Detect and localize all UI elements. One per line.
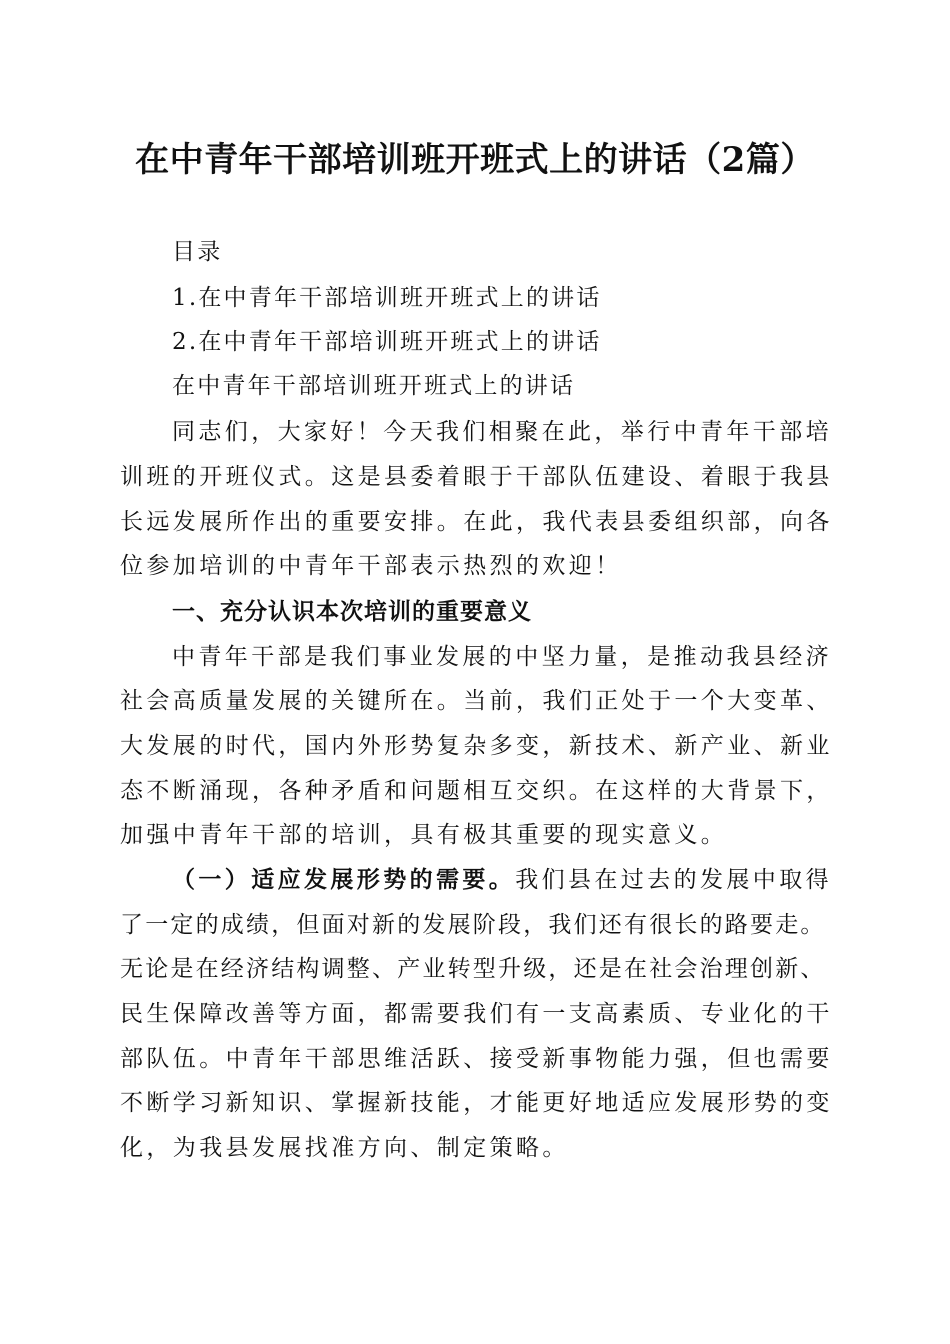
section-paragraph-line: 中青年干部是我们事业发展的中坚力量，是推动我县经济	[172, 644, 832, 670]
toc-item-1: 1.在中青年干部培训班开班式上的讲话	[172, 285, 602, 311]
opening-line: 训班的开班仪式。这是县委着眼于干部队伍建设、着眼于我县	[120, 464, 833, 490]
section-paragraph-line: 大发展的时代，国内外形势复杂多变，新技术、新产业、新业	[120, 733, 833, 759]
toc-label: 目录	[172, 239, 223, 265]
section-paragraph-line: 加强中青年干部的培训，具有极其重要的现实意义。	[120, 822, 728, 848]
opening-line: 长远发展所作出的重要安排。在此，我代表县委组织部，向各	[120, 509, 833, 535]
opening-line: 位参加培训的中青年干部表示热烈的欢迎！	[120, 553, 622, 579]
subsection-first-line	[172, 864, 832, 896]
toc-item-2: 2.在中青年干部培训班开班式上的讲话	[172, 329, 602, 355]
document-title: 在中青年干部培训班开班式上的讲话（2篇）	[135, 140, 815, 180]
subsection-lead: （一）适应发展形势的需要。	[172, 866, 516, 893]
subsection-paragraph-line: 部队伍。中青年干部思维活跃、接受新事物能力强，但也需要	[120, 1046, 833, 1072]
section-heading: 一、充分认识本次培训的重要意义	[172, 599, 532, 625]
speech-title: 在中青年干部培训班开班式上的讲话	[172, 373, 576, 399]
subsection-paragraph-line: 了一定的成绩，但面对新的发展阶段，我们还有很长的路要走。	[120, 912, 826, 938]
subsection-paragraph-line: 民生保障改善等方面，都需要我们有一支高素质、专业化的干	[120, 1001, 833, 1027]
opening-line: 同志们，大家好！今天我们相聚在此，举行中青年干部培	[172, 419, 832, 445]
subsection-lead-rest: 我们县在过去的发展中取得	[515, 867, 833, 893]
subsection-paragraph-line: 无论是在经济结构调整、产业转型升级，还是在社会治理创新、	[120, 956, 826, 982]
section-paragraph-line: 态不断涌现，各种矛盾和问题相互交织。在这样的大背景下，	[120, 778, 833, 804]
subsection-paragraph-line: 化，为我县发展找准方向、制定策略。	[120, 1135, 569, 1161]
subsection-paragraph-line: 不断学习新知识、掌握新技能，才能更好地适应发展形势的变	[120, 1090, 833, 1116]
section-paragraph-line: 社会高质量发展的关键所在。当前，我们正处于一个大变革、	[120, 688, 833, 714]
